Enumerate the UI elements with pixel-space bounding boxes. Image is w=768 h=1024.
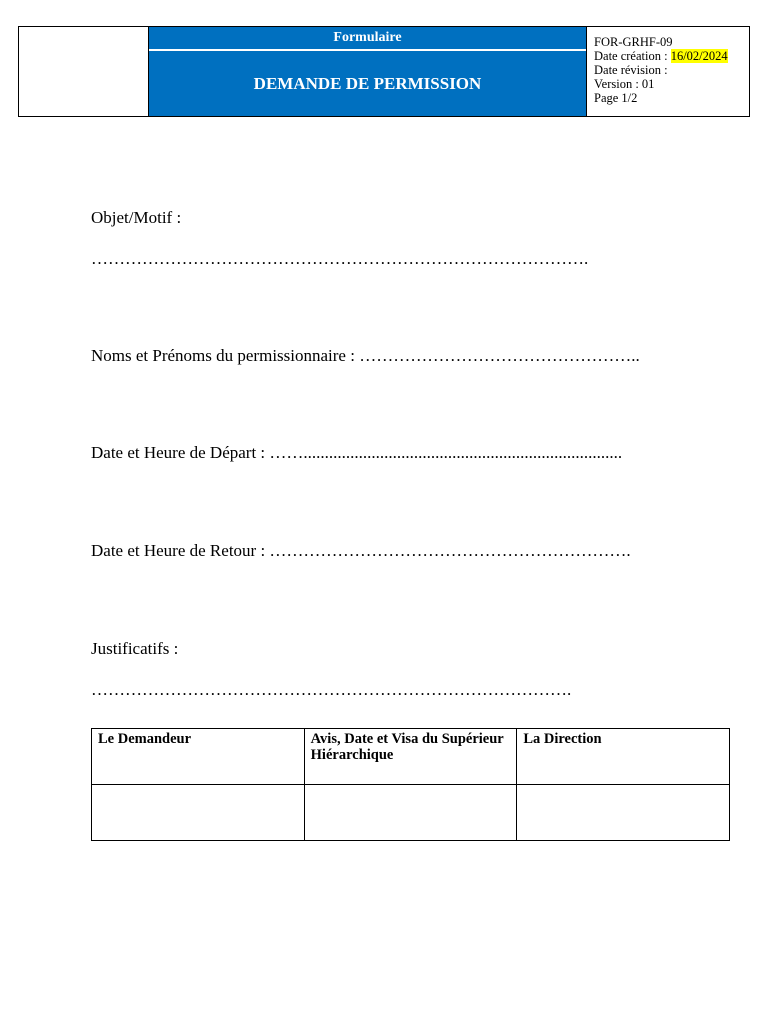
noms-field[interactable]: Noms et Prénoms du permissionnaire : …………………………………………..: [91, 346, 640, 365]
header-superieur: Avis, Date et Visa du Supérieur Hiérarchique: [304, 729, 517, 785]
title-cell: [149, 27, 587, 116]
document-title: DEMANDE DE PERMISSION: [149, 51, 586, 116]
page-number: Page 1/2: [594, 91, 638, 105]
depart-field[interactable]: Date et Heure de Départ : ……...........................................................................: [91, 443, 623, 462]
document-header: [18, 26, 750, 117]
table-header-row: [92, 729, 730, 785]
logo-cell: [19, 27, 149, 116]
signature-demandeur-cell[interactable]: [92, 785, 305, 841]
signature-table: [91, 728, 730, 841]
justificatifs-label: Justificatifs :: [91, 639, 179, 658]
header-direction: La Direction: [517, 729, 730, 785]
document-code: FOR-GRHF-09: [594, 35, 673, 49]
creation-date-row: [594, 49, 749, 63]
signature-superieur-cell[interactable]: [304, 785, 517, 841]
retour-field[interactable]: Date et Heure de Retour : ……………………………………………………….: [91, 541, 631, 560]
objet-label: Objet/Motif :: [91, 208, 182, 227]
creation-date-label: Date création :: [594, 49, 671, 63]
form-label: Formulaire: [149, 27, 586, 51]
signature-direction-cell[interactable]: [517, 785, 730, 841]
justificatifs-input-line[interactable]: ………………………………………………………………………….: [91, 680, 572, 699]
revision-date: Date révision :: [594, 63, 668, 77]
header-demandeur: Le Demandeur: [92, 729, 305, 785]
version: Version : 01: [594, 77, 655, 91]
table-row: [92, 785, 730, 841]
objet-input-line[interactable]: …………………………………………………………………………….: [91, 249, 589, 268]
creation-date-value: 16/02/2024: [670, 49, 728, 63]
document-info: [587, 27, 749, 116]
